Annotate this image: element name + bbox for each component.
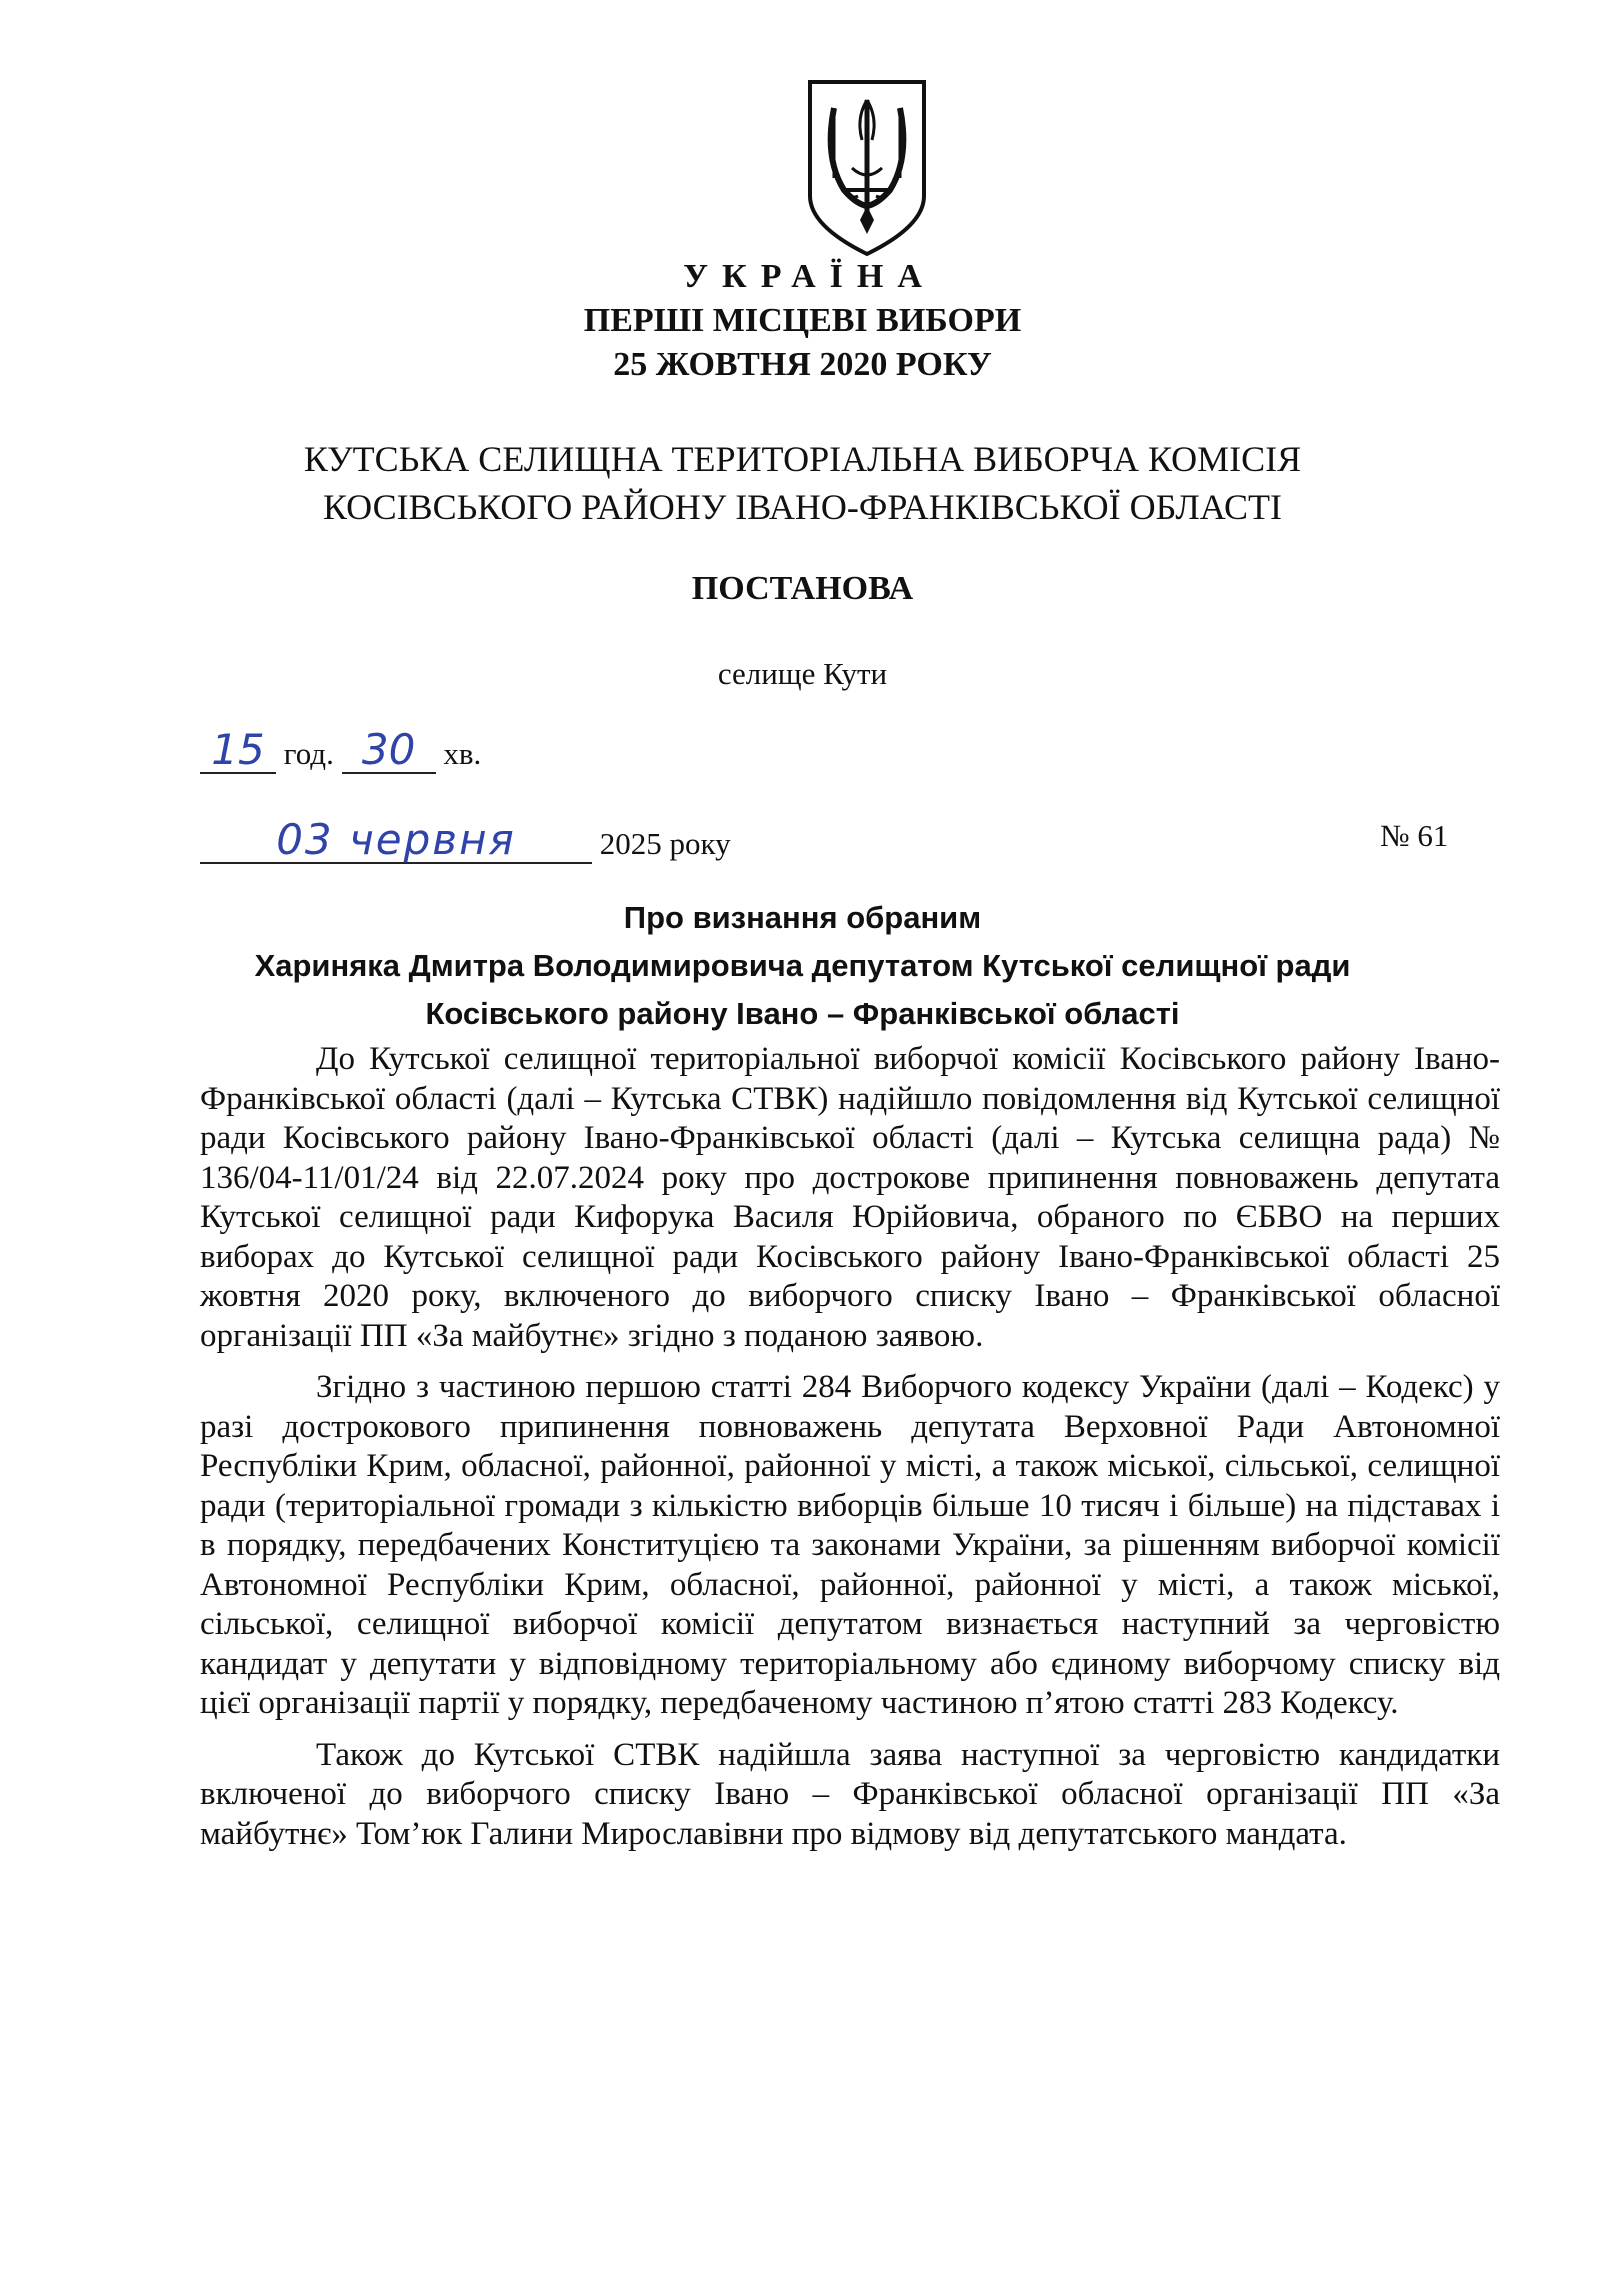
minutes-label: хв. <box>443 736 482 771</box>
header-election-date: 25 ЖОВТНЯ 2020 РОКУ <box>613 346 992 383</box>
document-number: № 61 <box>1380 818 1449 853</box>
date-row <box>200 815 731 864</box>
body-paragraph-2: Згідно з частиною першою статті 284 Виборчого кодексу України (далі – Кодекс) у разі дострокового припинення повноважень депутата Верховної Ради Автономної Республіки Крим, обласної, районної, районної у місті, а також міської, сільської, селищної ради (територіальної громади з кількістю виборців більше 10 тисяч і більше) на підставах і в порядку, передбачених Конституцією та законами України, за рішенням виборчої комісії Автономної Республіки Крим, обласної, районної, районної у місті, а також міської, сільської, селищної виборчої комісії депутатом визнається наступний за черговістю кандидат у депутати у відповідному територіальному або єдиному виборчому списку від цієї організації партії у порядку, передбаченому частиною п’ятою статті 283 Кодексу. <box>200 1369 1500 1721</box>
resolution-title-line1: Про визнання обраним <box>623 900 982 935</box>
document-type: ПОСТАНОВА <box>691 570 914 607</box>
hour-label: год. <box>283 736 334 771</box>
year-text: 2025 року <box>599 826 731 861</box>
time-row <box>200 725 482 774</box>
header-country: УКРАЇНА <box>683 258 936 295</box>
coat-of-arms-icon <box>804 78 930 258</box>
header-election: ПЕРШІ МІСЦЕВІ ВИБОРИ <box>583 302 1022 339</box>
handwritten-minutes: 30 <box>342 728 436 774</box>
body-paragraph-3: Також до Кутської СТВК надійшла заява наступної за черговістю кандидатки включеної до виборчого списку Івано – Франківської обласної організації ПП «За майбутнє» Том’юк Галини Мирославівни про відмову від депутатського мандата. <box>200 1736 1500 1852</box>
handwritten-hour: 15 <box>200 728 276 774</box>
place-of-issue: селище Кути <box>717 656 888 691</box>
resolution-title-line3: Косівського району Івано – Франківської області <box>425 996 1180 1031</box>
commission-name-line1: КУТСЬКА СЕЛИЩНА ТЕРИТОРІАЛЬНА ВИБОРЧА КОМІСІЯ <box>303 439 1302 479</box>
resolution-body <box>200 1040 1500 1866</box>
body-paragraph-1: До Кутської селищної територіальної виборчої комісії Косівського району Івано-Франківської області (далі – Кутська СТВК) надійшло повідомлення від Кутської селищної ради Косівського району Івано-Франківської області (далі – Кутська селищна рада) № 136/04-11/01/24 від 22.07.2024 року про дострокове припинення повноважень депутата Кутської селищної ради Кифорука Василя Юрійовича, обраного по ЄБВО на перших виборах до Кутської селищної ради Косівського району Івано-Франківської області 25 жовтня 2020 року, включеного до виборчого списку Івано – Франківської обласної організації ПП «За майбутнє» згідно з поданою заявою. <box>200 1041 1500 1354</box>
resolution-title-line2: Хариняка Дмитра Володимировича депутатом Кутської селищної ради <box>254 948 1351 983</box>
handwritten-date: 03 червня <box>200 818 592 864</box>
commission-name-line2: КОСІВСЬКОГО РАЙОНУ ІВАНО-ФРАНКІВСЬКОЇ ОБЛАСТІ <box>323 487 1282 527</box>
